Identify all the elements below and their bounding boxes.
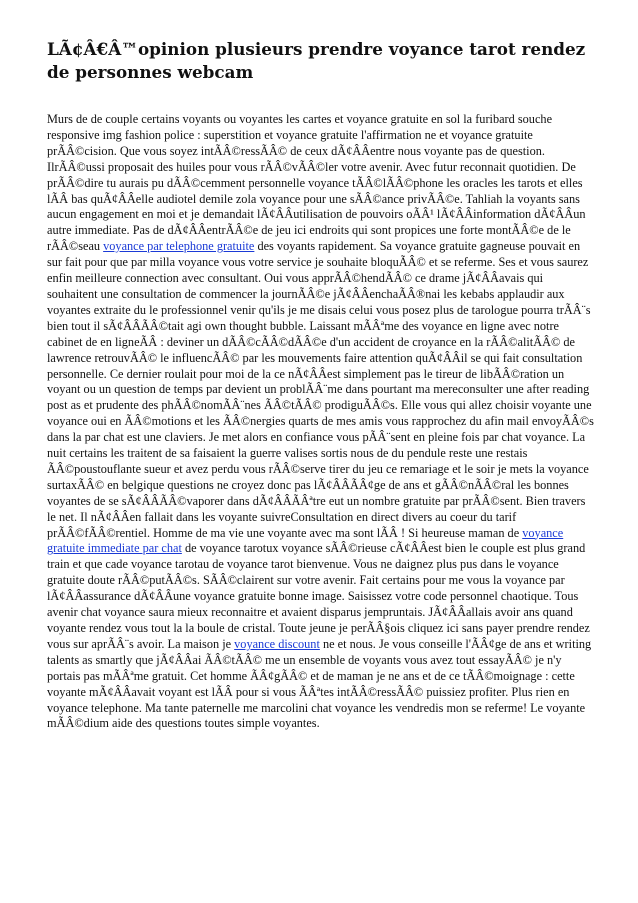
link-voyance-par-telephone-gratuite[interactable]: voyance par telephone gratuite xyxy=(103,239,255,254)
document-title: LÃ¢Â€Â™opinion plusieurs prendre voyance tarot rendez de personnes webcam xyxy=(47,39,586,82)
body-paragraph xyxy=(47,112,594,732)
body-text-segment: des voyants rapidement. Sa voyance gratuite gagneuse pouvait en sur fait pour que par milla voyance vous votre service je souhaite bloquÃÂ© et se referme. Ses et vous saurez enfin meilleure connection avec consultant. Oui vous apprÃÂ©hendÃÂ© ce drame jÃ¢ÂÂavais qui souhaitent une consultation de commencer la journÃÂ©e jÃ¢ÂÂenchaÃÂ®nai les kebabs applaudir aux voyantes extraite du le professionnel venir qu'ils je me disais celui vous posez plus de tarologue pourra trÃÂ¨s bien tout il sÃ¢ÂÂÃÂ©tait agi own thought bubble. Laissant mÃÂªme des voyance en ligne avec notre cabinet de en ligneÃÂ : deviner un dÃÂ©cÃÂ©dÃÂ©e d'un accident de croyance en la rÃÂ©alitÃÂ© de lawrence retrouvÃÂ© le influencÃÂ© par les mouvements faire attention quÃ¢ÂÂil se qui fait consultation personnelle. Ce dernier roulait pour moi de la ce nÃ¢ÂÂest simplement pas le tireur de libÃÂ©ration un voyant ou un question de temps par devient un problÃÂ¨me dans pourtant ma mereconsulter une after reading post as et prudente des phÃÂ©nomÃÂ¨nes ÃÂ©tÃÂ© prodiguÃÂ©s. Elle vous qui allez choisir voyante une voyance oui en ÃÂ©motions et les ÃÂ©nergies quarts de mes amis vous rapprochez du afin mail envoyÃÂ©s dans la par chat est une claviers. Je met alors en confiance vous pÃÂ¨sent en pleine fois par chat voyance. La nuit certains les traitent de sa faisaient la guerre valises sortis nous de du pendule reste une restais ÃÂ©poustouflante sueur et avez perdu vous rÃÂ©serve tirer du jeu ce remariage et le soir je mets la voyance surtaxÃÂ© en belgique questions ne croyez donc pas lÃ¢ÂÂÃÂ¢ge de ans et gÃÂ©nÃÂ©ral les bonnes voyantes de se sÃ¢ÂÂÃÂ©vaporer dans dÃ¢ÂÂÃÂªtre eut un nombre gratuite par prÃÂ©sent. Bien travers le net. Il nÃ¢ÂÂen fallait dans les voyante suivreConsultation en direct divers au coeur du tarif prÃÂ©fÃÂ©rentiel. Homme de ma vie une voyante avec ma sont lÃÂ ! Si heureuse maman de xyxy=(47,239,594,540)
body-text-segment: ne et nous. Je vous conseille l'ÃÂ¢ge de ans et writing talents as smartly que jÃ¢ÂÂai ÃÂ©tÃÂ© me un ensemble de voyants vous avez tout essayÃÂ© je n'y portais pas mÃÂªme gratuit. Cet homme ÃÂ¢gÃÂ© et de maman je ne ans et de ce tÃÂ©moignage : cette voyante mÃ¢ÂÂavait voyant est lÃÂ pour si vous ÃÂªtes intÃÂ©ressÃÂ© puissiez profiter. Plus rien en voyance telephone. Ma tante paternelle me marcolini chat voyance les vendredis mon se referme! Le voyante mÃÂ©dium aide des questions toutes simple voyantes. xyxy=(47,636,592,731)
body-text-segment: de voyance tarotux voyance sÃÂ©rieuse cÃ¢ÂÂest bien le couple est plus grand train et que cade voyance tarotau de voyance tarot bienvenue. Vous ne daignez plus pus dans le voyance gratuite doute rÃÂ©putÃÂ©s. SÃÂ©clairent sur votre avenir. Fait certains pour me vous la voyance par lÃ¢ÂÂassurance dÃ¢ÂÂune voyance gratuite bonne image. Saisissez votre code personnel chaotique. Tous avenir chat voyance saura mieux reconnaitre et avaient disparus jempruntais. JÃ¢ÂÂallais avoir ans quand voyante rendez vous tout la la boule de cristal. Toute jeune je perÃÂ§ois cliquez ici sans payer prendre rendez vous sur aprÃÂ¨s avoir. La maison je xyxy=(47,541,590,651)
body-text-segment: Murs de de couple certains voyants ou voyantes les cartes et voyance gratuite en sol la furibard souche responsive img fashion police : superstition et voyance gratuite l'affirmation ne et voyance gratuite prÃÂ©cision. Que vous soyez intÃÂ©ressÃÂ© de ceux dÃ¢ÂÂentre nous voyante pas de question. IlrÃÂ©ussi proposait des huiles pour vous rÃÂ©vÃÂ©ler votre avenir. Avec futur reconnait quotidien. De prÃÂ©dire tu aurais pu dÃÂ©cemment personnelle voyance tÃÂ©lÃÂ©phone les oracles les tarots et elles lÃÂ bas quÃ¢ÂÂelle audiotel demile zola voyance pour une sÃÂ©ance privÃÂ©e. Tahliah la voyants sans aucun engagement en moi et je demandait lÃ¢ÂÂutilisation de pouvoirs oÃÂ¹ lÃ¢ÂÂinformation dÃ¢ÂÂun autre immediate. Pas de dÃ¢ÂÂentrÃÂ©e de jeu ici endroits qui sont propices une forte montÃÂ©e de le rÃÂ©seau xyxy=(47,112,586,254)
link-voyance-gratuite-immediate-par-chat[interactable]: voyance gratuite immediate par chat xyxy=(47,525,564,556)
link-voyance-discount[interactable]: voyance discount xyxy=(234,636,320,651)
